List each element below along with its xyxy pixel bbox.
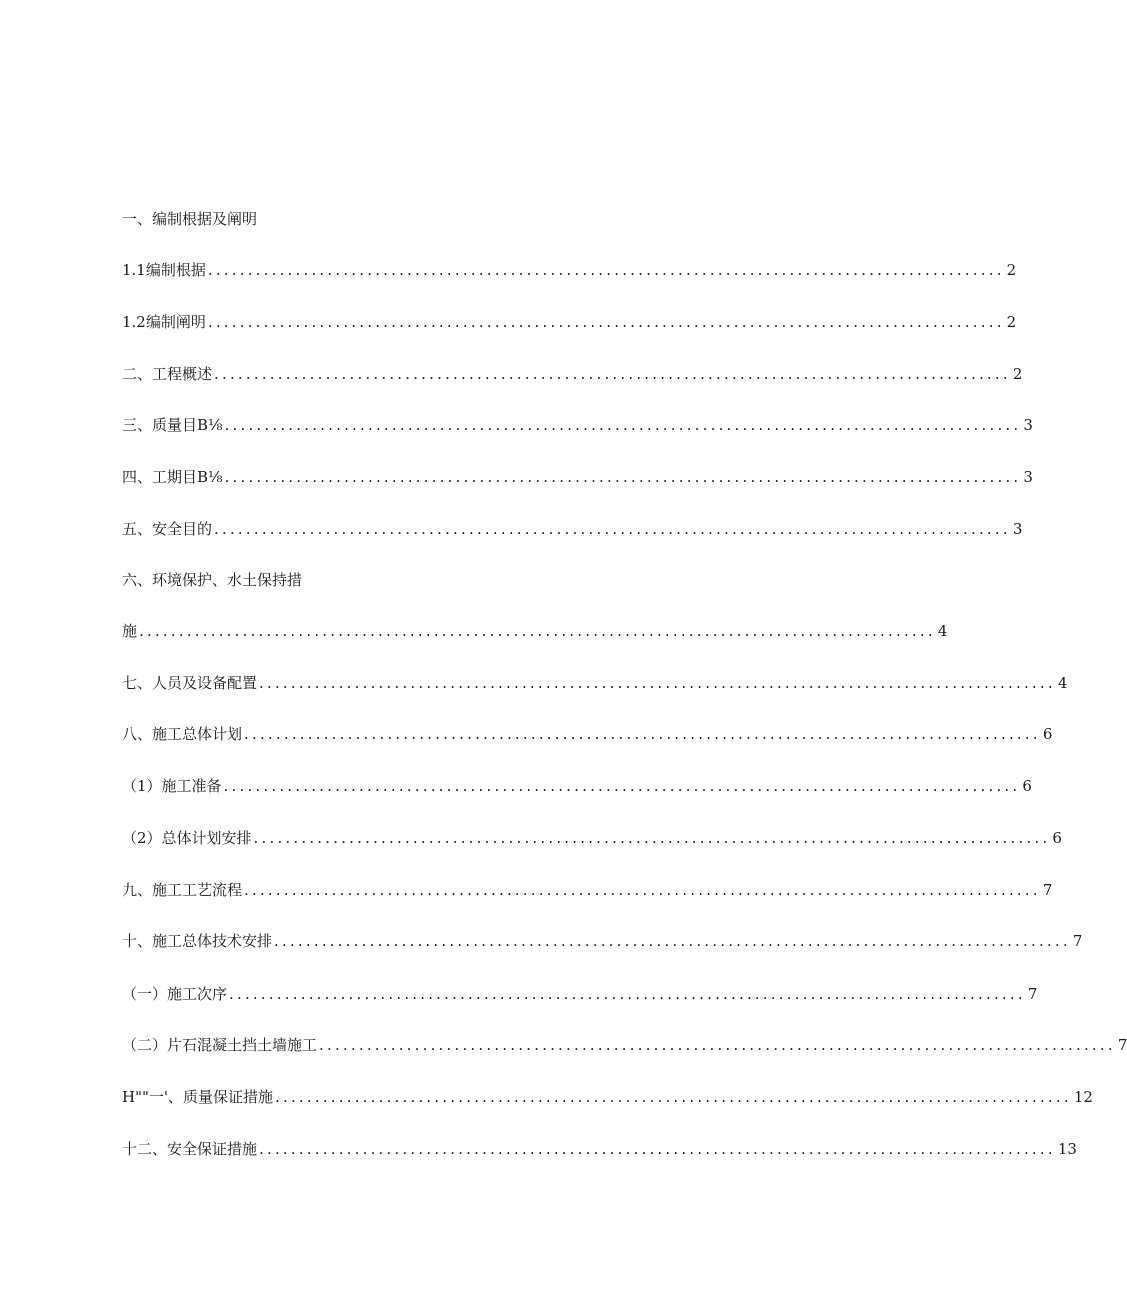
toc-entry-label: 1.2编制阐明 (122, 313, 206, 331)
toc-entry-page: 6 (1022, 777, 1032, 795)
toc-leader-dots: .................................................................................................... (259, 1140, 1056, 1158)
toc-entry-label: （二）片石混凝土挡土墙施工 (122, 1036, 318, 1054)
toc-entry[interactable] (122, 827, 1062, 849)
toc-entry-label: 三、质量目B⅛ (122, 416, 223, 434)
toc-entry[interactable] (122, 879, 1053, 901)
toc-entry[interactable] (122, 723, 1053, 745)
toc-entry-page: 4 (937, 622, 948, 640)
toc-leader-dots: .................................................................................................... (207, 313, 1005, 331)
toc-entry[interactable] (122, 414, 1033, 436)
toc-leader-dots: .................................................................................................... (253, 829, 1051, 847)
toc-entry-label: 十、施工总体技术安排 (122, 932, 273, 950)
toc-entry-label: （一）施工次序 (122, 985, 228, 1003)
toc-leader-dots: .................................................................................................... (139, 622, 936, 640)
toc-leader-dots: .................................................................................................... (244, 881, 1041, 899)
toc-leader-dots: .................................................................................................... (274, 932, 1071, 950)
toc-leader-dots: .................................................................................................... (259, 674, 1056, 692)
toc-leader-dots: .................................................................................................... (224, 468, 1022, 486)
toc-entry[interactable] (122, 620, 948, 642)
toc-entry-label: H""一'、质量保证措施 (122, 1088, 274, 1106)
toc-entry[interactable] (122, 1086, 1093, 1108)
toc-entry-page: 7 (1117, 1036, 1127, 1054)
toc-entry-page: 2 (1006, 313, 1017, 331)
toc-leader-dots: .................................................................................................... (223, 777, 1021, 795)
toc-entry[interactable] (122, 672, 1068, 694)
toc-entry-label: （1）施工准备 (122, 777, 222, 795)
toc-entry-label: （2）总体计划安排 (122, 829, 252, 847)
toc-entry-page: 6 (1042, 725, 1053, 743)
toc-entry-page: 3 (1023, 416, 1033, 434)
toc-entry[interactable] (122, 775, 1032, 797)
toc-leader-dots: .................................................................................................... (229, 985, 1026, 1003)
toc-leader-dots: .................................................................................................... (224, 416, 1022, 434)
toc-leader-dots: .................................................................................................... (275, 1088, 1072, 1106)
toc-entry[interactable] (122, 930, 1083, 952)
toc-entry-label: 1.1编制根据 (122, 261, 206, 279)
toc-entry-page: 2 (1012, 365, 1023, 383)
toc-entry-page: 7 (1072, 932, 1083, 950)
toc-heading (122, 208, 259, 230)
toc-entry[interactable] (122, 1138, 1077, 1160)
toc-entry-label: 施 (122, 622, 138, 640)
toc-entry[interactable] (122, 1034, 1127, 1056)
toc-entry-label: 二、工程概述 (122, 365, 213, 383)
toc-entry-page: 7 (1027, 985, 1038, 1003)
toc-entry[interactable] (122, 311, 1017, 333)
toc-entry-label: 十二、安全保证措施 (122, 1140, 258, 1158)
toc-entry[interactable] (122, 363, 1023, 385)
toc-entry-label: 九、施工工艺流程 (122, 881, 243, 899)
toc-leader-dots: .................................................................................................... (319, 1036, 1116, 1054)
toc-entry-page: 3 (1012, 520, 1023, 538)
toc-entry[interactable] (122, 518, 1023, 540)
toc-leader-dots: .................................................................................................... (214, 365, 1011, 383)
toc-entry[interactable] (122, 466, 1033, 488)
toc-entry[interactable] (122, 259, 1017, 281)
toc-entry-page: 2 (1006, 261, 1017, 279)
toc-entry-label: 八、施工总体计划 (122, 725, 243, 743)
toc-entry-page: 12 (1073, 1088, 1093, 1106)
toc-entry-label: 四、工期目B⅛ (122, 468, 223, 486)
toc-entry[interactable] (122, 983, 1038, 1005)
toc-leader-dots: .................................................................................................... (207, 261, 1005, 279)
toc-leader-dots: .................................................................................................... (214, 520, 1011, 538)
toc-entry-label: 六、环境保护、水土保持措 (122, 571, 303, 589)
toc-entry[interactable] (122, 569, 306, 591)
toc-entry-page: 13 (1057, 1140, 1077, 1158)
toc-leader-dots: .................................................................................................... (244, 725, 1041, 743)
toc-entry-page: 6 (1052, 829, 1062, 847)
toc-entry-label: 五、安全目的 (122, 520, 213, 538)
toc-entry-label: 七、人员及设备配置 (122, 674, 258, 692)
toc-heading-label: 一、编制根据及阐明 (122, 210, 258, 228)
toc-entry-page: 3 (1023, 468, 1033, 486)
toc-entry-page: 4 (1057, 674, 1068, 692)
toc-entry-page: 7 (1042, 881, 1053, 899)
